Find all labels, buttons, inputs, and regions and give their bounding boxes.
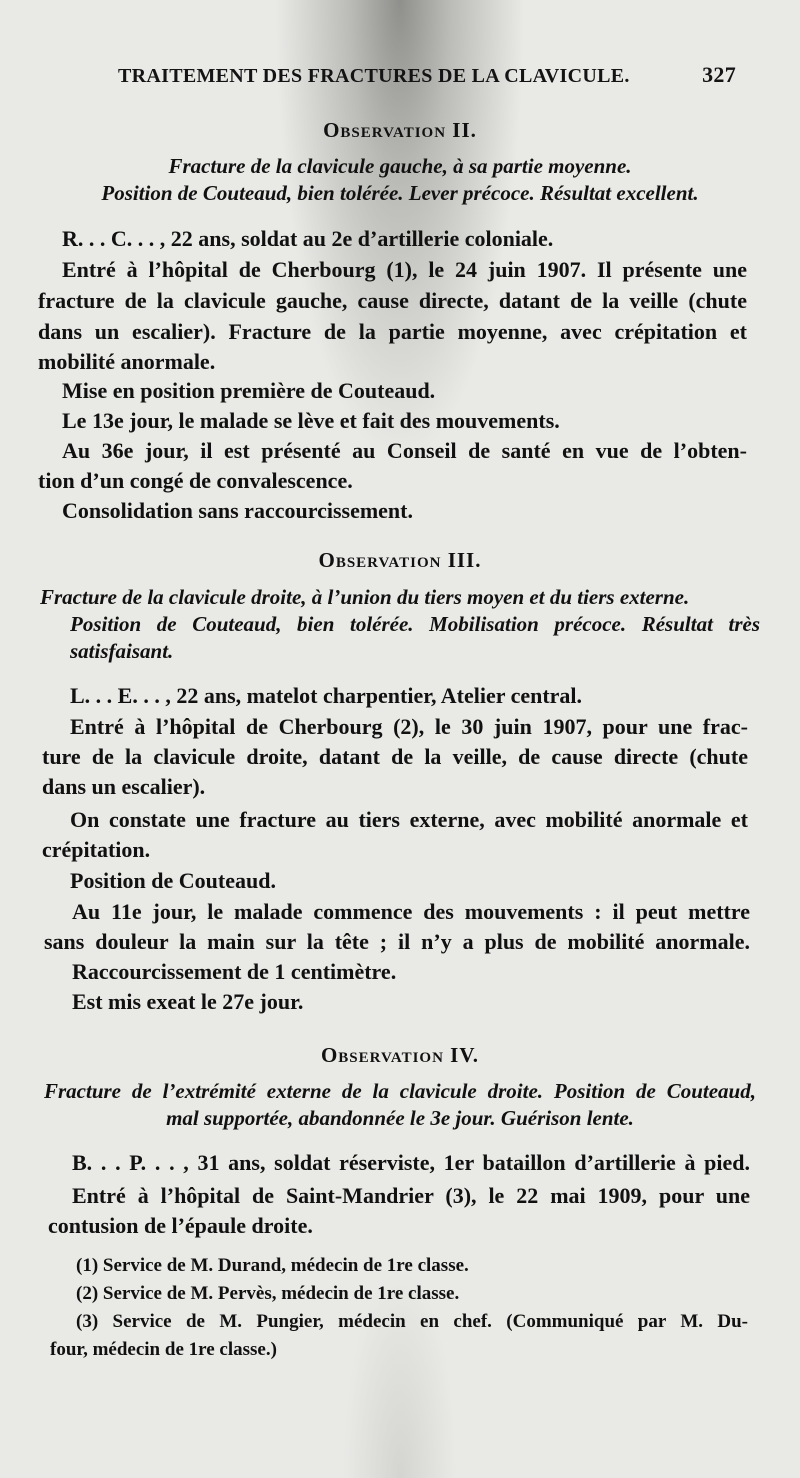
obs3-line-10: Raccourcissement de 1 centimètre. — [72, 959, 397, 984]
observation-4-title: Observation IV. — [320, 1043, 480, 1067]
obs3-line-8: Au 11e jour, le malade commence des mouvements : il peut mettre — [72, 899, 750, 924]
running-title: TRAITEMENT DES FRACTURES DE LA CLAVICULE. — [118, 65, 630, 87]
observation-3-title: Observation III. — [318, 548, 482, 572]
obs3-line-3: ture de la clavicule droite, datant de la veille, de cause directe (chute — [42, 744, 748, 769]
observation-2-title: Observation II. — [323, 118, 477, 142]
obs2-line-1: R. . . C. . . , 22 ans, soldat au 2e d’artillerie coloniale. — [62, 226, 554, 251]
obs3-line-2: Entré à l’hôpital de Cherbourg (2), le 30 juin 1907, pour une frac- — [70, 714, 748, 739]
footnote-3-continued: four, médecin de 1re classe.) — [50, 1339, 277, 1360]
observation-3-subtitle-3: satisfaisant. — [70, 639, 174, 663]
obs2-line-10: Consolidation sans raccourcissement. — [62, 498, 413, 523]
obs3-line-5: On constate une fracture au tiers externe, avec mobilité anormale et — [70, 807, 748, 832]
footnote-2: (2) Service de M. Pervès, médecin de 1re classe. — [76, 1283, 460, 1304]
obs3-line-4: dans un escalier). — [42, 774, 206, 799]
obs2-line-7: Le 13e jour, le malade se lève et fait des mouvements. — [62, 408, 560, 433]
obs2-line-8: Au 36e jour, il est présenté au Conseil de santé en vue de l’obten- — [62, 438, 747, 463]
observation-2-subtitle-1: Fracture de la clavicule gauche, à sa partie moyenne. — [168, 154, 632, 178]
page-number: 327 — [702, 62, 736, 87]
obs4-line-3: contusion de l’épaule droite. — [48, 1213, 313, 1238]
obs2-line-6: Mise en position première de Couteaud. — [62, 378, 436, 403]
obs4-line-1: B. . . P. . . , 31 ans, soldat réserviste, 1er bataillon d’artillerie à pied. — [72, 1150, 750, 1175]
observation-2-subtitle-2: Position de Couteaud, bien tolérée. Lever précoce. Résultat excellent. — [101, 181, 699, 205]
obs2-line-5: mobilité anormale. — [38, 349, 216, 374]
running-header — [118, 62, 736, 88]
obs2-line-2: Entré à l’hôpital de Cherbourg (1), le 24 juin 1907. Il présente une — [62, 257, 747, 282]
obs3-line-1: L. . . E. . . , 22 ans, matelot charpentier, Atelier central. — [70, 683, 583, 708]
obs2-line-4: dans un escalier). Fracture de la partie moyenne, avec crépitation et — [38, 319, 747, 344]
footnote-1: (1) Service de M. Durand, médecin de 1re classe. — [76, 1255, 469, 1276]
obs4-line-2: Entré à l’hôpital de Saint-Mandrier (3), le 22 mai 1909, pour une — [72, 1183, 750, 1208]
obs2-line-3: fracture de la clavicule gauche, cause directe, datant de la veille (chute — [38, 288, 747, 313]
obs2-line-9: tion d’un congé de convalescence. — [38, 468, 353, 493]
obs3-line-11: Est mis exeat le 27e jour. — [72, 989, 304, 1014]
footnote-3: (3) Service de M. Pungier, médecin en chef. (Communiqué par M. Du- — [76, 1311, 748, 1332]
observation-4-subtitle-1: Fracture de l’extrémité externe de la clavicule droite. Position de Couteaud, — [44, 1079, 756, 1103]
obs3-line-9: sans douleur la main sur la tête ; il n’y a plus de mobilité anormale. — [44, 929, 750, 954]
observation-4-subtitle-2: mal supportée, abandonnée le 3e jour. Guérison lente. — [166, 1106, 634, 1130]
observation-3-subtitle-2: Position de Couteaud, bien tolérée. Mobilisation précoce. Résultat très — [70, 612, 760, 636]
obs3-line-7: Position de Couteaud. — [70, 868, 276, 893]
obs3-line-6: crépitation. — [42, 837, 151, 862]
observation-3-subtitle-1: Fracture de la clavicule droite, à l’union du tiers moyen et du tiers externe. — [40, 585, 690, 609]
